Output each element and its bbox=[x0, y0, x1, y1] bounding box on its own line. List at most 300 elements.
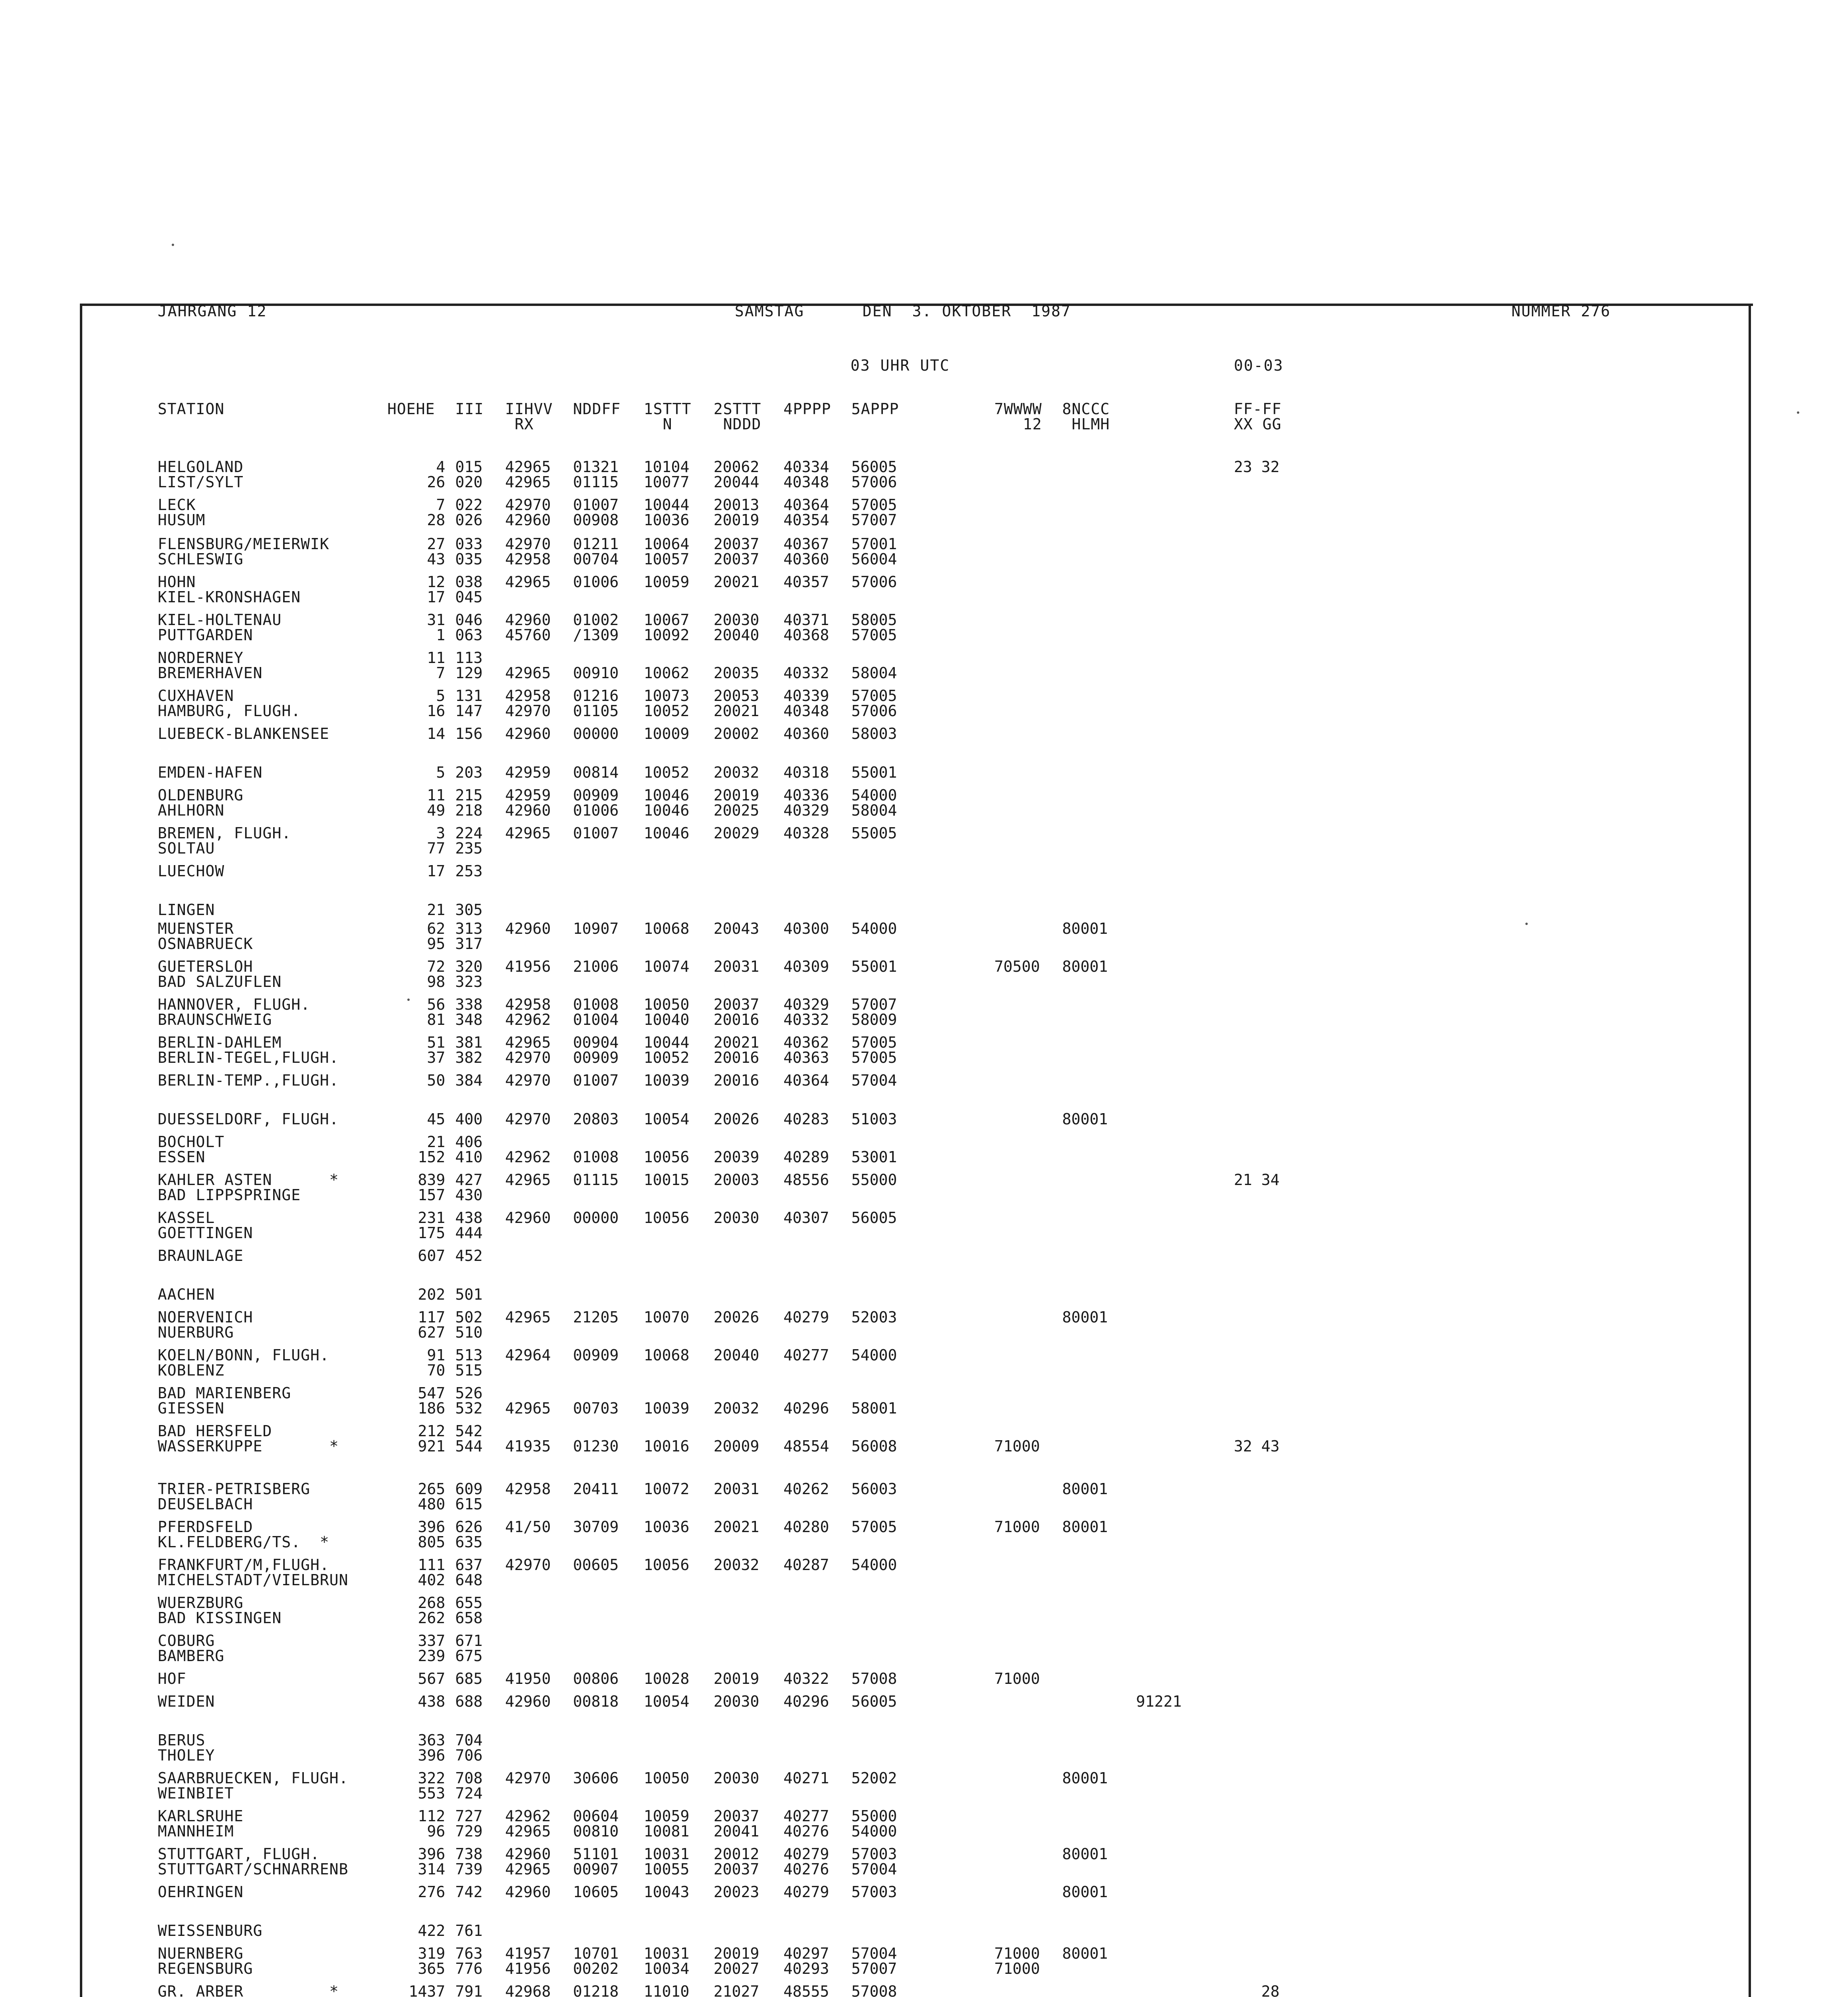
cell-c5: 40307 bbox=[783, 1209, 829, 1227]
cell-c2: 01007 bbox=[573, 496, 619, 514]
cell-c6: 57005 bbox=[851, 1034, 897, 1051]
cell-st: LUECHOW bbox=[158, 862, 225, 880]
cell-c1: 42962 bbox=[505, 1011, 551, 1028]
cell-c2: 01002 bbox=[573, 611, 619, 629]
date-label: DEN 3. OKTOBER 1987 bbox=[863, 302, 1071, 320]
cell-ho: 51 bbox=[427, 1034, 445, 1051]
cell-c4: 20039 bbox=[714, 1148, 759, 1166]
cell-ho: 7 bbox=[436, 664, 445, 682]
cell-ho: 96 bbox=[427, 1822, 445, 1840]
cell-st: HUSUM bbox=[158, 511, 206, 529]
cell-c5: 40287 bbox=[783, 1556, 829, 1574]
cell-c6: 57005 bbox=[851, 1518, 897, 1536]
cell-ii: 724 bbox=[455, 1785, 483, 1802]
cell-ho: 175 bbox=[418, 1224, 445, 1242]
cell-c4: 20037 bbox=[714, 1860, 759, 1878]
cell-ii: 655 bbox=[455, 1594, 483, 1612]
cell-c2: 20411 bbox=[573, 1480, 619, 1498]
cell-c4: 20012 bbox=[714, 1845, 759, 1863]
cell-st: WEIDEN bbox=[158, 1693, 215, 1710]
cell-st: HOHN bbox=[158, 573, 196, 591]
cell-ho: 363 bbox=[418, 1731, 445, 1749]
cell-c3: 10044 bbox=[644, 1034, 690, 1051]
cell-c10: 28 bbox=[1234, 1983, 1280, 1997]
cell-c6: 57001 bbox=[851, 535, 897, 553]
cell-c2: 01004 bbox=[573, 1011, 619, 1028]
cell-c3: 10036 bbox=[644, 511, 690, 529]
cell-ho: 319 bbox=[418, 1945, 445, 1962]
cell-ii: 438 bbox=[455, 1209, 483, 1227]
cell-c4: 20021 bbox=[714, 1034, 759, 1051]
cell-c7: 70500 bbox=[994, 958, 1040, 975]
cell-c8: 80001 bbox=[1062, 1945, 1108, 1962]
cell-c3: 10068 bbox=[644, 920, 690, 937]
cell-ho: 231 bbox=[418, 1209, 445, 1227]
cell-c3: 10068 bbox=[644, 1346, 690, 1364]
cell-c6: 58004 bbox=[851, 664, 897, 682]
cell-ii: 320 bbox=[455, 958, 483, 975]
cell-ho: 56 bbox=[427, 996, 445, 1013]
cell-c3: 10081 bbox=[644, 1822, 690, 1840]
cell-c5: 40276 bbox=[783, 1860, 829, 1878]
cell-st: WUERZBURG bbox=[158, 1594, 244, 1612]
cell-c7: 71000 bbox=[994, 1945, 1040, 1962]
cell-c5: 40279 bbox=[783, 1845, 829, 1863]
cell-c2: 00904 bbox=[573, 1034, 619, 1051]
cell-c4: 20032 bbox=[714, 1556, 759, 1574]
cell-ii: 510 bbox=[455, 1324, 483, 1341]
issue-number: NUMMER 276 bbox=[1511, 302, 1611, 320]
cell-ho: 77 bbox=[427, 840, 445, 857]
cell-c1: 42968 bbox=[505, 1983, 551, 1997]
cell-c3: 10054 bbox=[644, 1693, 690, 1710]
cell-c2: 10701 bbox=[573, 1945, 619, 1962]
cell-ii: 382 bbox=[455, 1049, 483, 1066]
cell-st: FLENSBURG/MEIERWIK bbox=[158, 535, 329, 553]
cell-ho: 265 bbox=[418, 1480, 445, 1498]
cell-ii: 338 bbox=[455, 996, 483, 1013]
cell-ii: 026 bbox=[455, 511, 483, 529]
col-2sttt: 2STTT NDDD bbox=[714, 400, 761, 433]
cell-st: AHLHORN bbox=[158, 802, 225, 819]
cell-ii: 063 bbox=[455, 626, 483, 644]
cell-c3: 10059 bbox=[644, 573, 690, 591]
cell-ho: 112 bbox=[418, 1807, 445, 1825]
cell-c2: 51101 bbox=[573, 1845, 619, 1863]
cell-ho: 17 bbox=[427, 588, 445, 606]
obs-time: 03 UHR UTC bbox=[851, 357, 950, 374]
cell-c8: 80001 bbox=[1062, 920, 1108, 937]
cell-c1: 42965 bbox=[505, 824, 551, 842]
cell-ii: 218 bbox=[455, 802, 483, 819]
cell-c1: 42965 bbox=[505, 573, 551, 591]
cell-c1: 42965 bbox=[505, 473, 551, 491]
cell-ho: 7 bbox=[436, 496, 445, 514]
cell-c10: 23 32 bbox=[1234, 458, 1280, 476]
cell-c1: 42970 bbox=[505, 1049, 551, 1066]
cell-c6: 57005 bbox=[851, 496, 897, 514]
cell-ho: 72 bbox=[427, 958, 445, 975]
cell-c2: 00909 bbox=[573, 1346, 619, 1364]
cell-c2: 00814 bbox=[573, 764, 619, 781]
cell-c1: 42960 bbox=[505, 511, 551, 529]
cell-c1: 41935 bbox=[505, 1437, 551, 1455]
cell-c10: 21 34 bbox=[1234, 1171, 1280, 1189]
cell-c4: 20013 bbox=[714, 496, 759, 514]
cell-c6: 52002 bbox=[851, 1769, 897, 1787]
cell-ii: 739 bbox=[455, 1860, 483, 1878]
cell-ho: 262 bbox=[418, 1609, 445, 1627]
cell-st: GOETTINGEN bbox=[158, 1224, 253, 1242]
cell-ho: 396 bbox=[418, 1747, 445, 1764]
cell-c2: 00000 bbox=[573, 1209, 619, 1227]
cell-c6: 56003 bbox=[851, 1480, 897, 1498]
cell-c1: 42958 bbox=[505, 687, 551, 705]
cell-ii: 708 bbox=[455, 1769, 483, 1787]
cell-c4: 20016 bbox=[714, 1049, 759, 1066]
cell-c1: 42960 bbox=[505, 920, 551, 937]
cell-ho: 438 bbox=[418, 1693, 445, 1710]
cell-c1: 42970 bbox=[505, 1110, 551, 1128]
cell-c6: 57006 bbox=[851, 702, 897, 720]
cell-c1: 42970 bbox=[505, 1769, 551, 1787]
cell-c8: 80001 bbox=[1062, 1110, 1108, 1128]
cell-c8: 80001 bbox=[1062, 1518, 1108, 1536]
cell-c2: /1309 bbox=[573, 626, 619, 644]
cell-c3: 10036 bbox=[644, 1518, 690, 1536]
cell-c1: 42965 bbox=[505, 458, 551, 476]
cell-c1: 42970 bbox=[505, 702, 551, 720]
cell-c6: 58004 bbox=[851, 802, 897, 819]
col-hoehe: HOEHE bbox=[387, 400, 435, 418]
cell-c4: 20043 bbox=[714, 920, 759, 937]
cell-ho: 547 bbox=[418, 1384, 445, 1402]
cell-ho: 202 bbox=[418, 1286, 445, 1303]
cell-c2: 01008 bbox=[573, 1148, 619, 1166]
weekday-label: SAMSTAG bbox=[735, 302, 805, 320]
cell-ii: 253 bbox=[455, 862, 483, 880]
cell-c6: 54000 bbox=[851, 1346, 897, 1364]
cell-c2: 30606 bbox=[573, 1769, 619, 1787]
cell-c6: 55001 bbox=[851, 764, 897, 781]
cell-st: HAMBURG, FLUGH. bbox=[158, 702, 301, 720]
cell-ho: 422 bbox=[418, 1922, 445, 1939]
cell-c5: 40289 bbox=[783, 1148, 829, 1166]
cell-ii: 671 bbox=[455, 1632, 483, 1650]
cell-c2: 00806 bbox=[573, 1670, 619, 1687]
cell-c3: 10056 bbox=[644, 1148, 690, 1166]
cell-c2: 01105 bbox=[573, 702, 619, 720]
cell-c3: 10031 bbox=[644, 1845, 690, 1863]
cell-st: LINGEN bbox=[158, 901, 215, 919]
cell-st: KARLSRUHE bbox=[158, 1807, 244, 1825]
cell-c5: 40293 bbox=[783, 1960, 829, 1977]
cell-c2: 00909 bbox=[573, 786, 619, 804]
cell-c4: 20044 bbox=[714, 473, 759, 491]
cell-c3: 11010 bbox=[644, 1983, 690, 1997]
cell-st: COBURG bbox=[158, 1632, 215, 1650]
cell-c4: 20040 bbox=[714, 1346, 759, 1364]
cell-c3: 10046 bbox=[644, 824, 690, 842]
cell-ii: 776 bbox=[455, 1960, 483, 1977]
cell-ii: 131 bbox=[455, 687, 483, 705]
cell-st: GR. ARBER * bbox=[158, 1983, 339, 1997]
cell-ii: 704 bbox=[455, 1731, 483, 1749]
cell-c1: 42960 bbox=[505, 1693, 551, 1710]
cell-c4: 20031 bbox=[714, 1480, 759, 1498]
cell-c1: 42962 bbox=[505, 1148, 551, 1166]
cell-c2: 01007 bbox=[573, 1072, 619, 1089]
cell-ho: 28 bbox=[427, 511, 445, 529]
cell-c3: 10070 bbox=[644, 1308, 690, 1326]
cell-c3: 10077 bbox=[644, 473, 690, 491]
cell-c3: 10050 bbox=[644, 996, 690, 1013]
cell-ii: 615 bbox=[455, 1495, 483, 1513]
cell-ii: 544 bbox=[455, 1437, 483, 1455]
cell-ho: 839 bbox=[418, 1171, 445, 1189]
cell-c5: 48556 bbox=[783, 1171, 829, 1189]
cell-st: OSNABRUECK bbox=[158, 935, 253, 953]
cell-st: REGENSBURG bbox=[158, 1960, 253, 1977]
cell-c1: 41957 bbox=[505, 1945, 551, 1962]
cell-st: KASSEL bbox=[158, 1209, 215, 1227]
cell-c5: 40296 bbox=[783, 1693, 829, 1710]
cell-c3: 10015 bbox=[644, 1171, 690, 1189]
col-1sttt: 1STTT N bbox=[644, 400, 692, 433]
cell-st: BRAUNSCHWEIG bbox=[158, 1011, 272, 1028]
cell-ii: 688 bbox=[455, 1693, 483, 1710]
cell-ho: 27 bbox=[427, 535, 445, 553]
cell-c2: 00605 bbox=[573, 1556, 619, 1574]
cell-ho: 62 bbox=[427, 920, 445, 937]
cell-ii: 791 bbox=[455, 1983, 483, 1997]
cell-c4: 20002 bbox=[714, 725, 759, 742]
col-ff: FF-FF XX GG bbox=[1234, 400, 1282, 433]
cell-st: HELGOLAND bbox=[158, 458, 244, 476]
cell-c1: 45760 bbox=[505, 626, 551, 644]
cell-c4: 20031 bbox=[714, 958, 759, 975]
cell-ii: 452 bbox=[455, 1247, 483, 1265]
cell-c8: 80001 bbox=[1062, 1883, 1108, 1901]
cell-ho: 276 bbox=[418, 1883, 445, 1901]
cell-c4: 20041 bbox=[714, 1822, 759, 1840]
cell-c4: 20030 bbox=[714, 1769, 759, 1787]
cell-ii: 129 bbox=[455, 664, 483, 682]
cell-c6: 58005 bbox=[851, 611, 897, 629]
cell-c2: 01216 bbox=[573, 687, 619, 705]
cell-ho: 31 bbox=[427, 611, 445, 629]
col-8nccc: 8NCCC HLMH bbox=[1062, 400, 1110, 433]
cell-st: BAD LIPPSPRINGE bbox=[158, 1186, 301, 1204]
cell-ho: 322 bbox=[418, 1769, 445, 1787]
cell-ii: 317 bbox=[455, 935, 483, 953]
cell-c7: 71000 bbox=[994, 1670, 1040, 1687]
cell-ii: 532 bbox=[455, 1399, 483, 1417]
cell-c1: 42962 bbox=[505, 1807, 551, 1825]
cell-ho: 91 bbox=[427, 1346, 445, 1364]
cell-c3: 10050 bbox=[644, 1769, 690, 1787]
col-5appp: 5APPP bbox=[851, 400, 899, 418]
cell-c4: 20026 bbox=[714, 1308, 759, 1326]
cell-c5: 40297 bbox=[783, 1945, 829, 1962]
cell-ho: 37 bbox=[427, 1049, 445, 1066]
cell-c4: 20019 bbox=[714, 1945, 759, 1962]
cell-c3: 10062 bbox=[644, 664, 690, 682]
cell-c7: 71000 bbox=[994, 1960, 1040, 1977]
cell-ii: 685 bbox=[455, 1670, 483, 1687]
cell-c5: 40368 bbox=[783, 626, 829, 644]
cell-c2: 01211 bbox=[573, 535, 619, 553]
cell-ho: 26 bbox=[427, 473, 445, 491]
cell-c2: 00604 bbox=[573, 1807, 619, 1825]
cell-ii: 015 bbox=[455, 458, 483, 476]
cell-c8: 80001 bbox=[1062, 1845, 1108, 1863]
cell-ho: 268 bbox=[418, 1594, 445, 1612]
cell-st: MUENSTER bbox=[158, 920, 234, 937]
cell-ii: 305 bbox=[455, 901, 483, 919]
cell-c4: 20016 bbox=[714, 1072, 759, 1089]
cell-ii: 626 bbox=[455, 1518, 483, 1536]
cell-ho: 12 bbox=[427, 573, 445, 591]
cell-st: MANNHEIM bbox=[158, 1822, 234, 1840]
cell-c4: 20030 bbox=[714, 611, 759, 629]
cell-ii: 235 bbox=[455, 840, 483, 857]
cell-c5: 40332 bbox=[783, 1011, 829, 1028]
cell-c3: 10046 bbox=[644, 802, 690, 819]
cell-c2: 10907 bbox=[573, 920, 619, 937]
cell-st: ESSEN bbox=[158, 1148, 206, 1166]
cell-c3: 10039 bbox=[644, 1072, 690, 1089]
cell-c1: 42970 bbox=[505, 535, 551, 553]
cell-ho: 4 bbox=[436, 458, 445, 476]
cell-c6: 54000 bbox=[851, 920, 897, 937]
cell-st: SAARBRUECKEN, FLUGH. bbox=[158, 1769, 349, 1787]
cell-c5: 40360 bbox=[783, 725, 829, 742]
cell-ii: 675 bbox=[455, 1647, 483, 1665]
cell-c2: 01006 bbox=[573, 802, 619, 819]
cell-c6: 56008 bbox=[851, 1437, 897, 1455]
cell-ho: 921 bbox=[418, 1437, 445, 1455]
cell-c10: 32 43 bbox=[1234, 1437, 1280, 1455]
cell-c6: 51003 bbox=[851, 1110, 897, 1128]
cell-ii: 348 bbox=[455, 1011, 483, 1028]
cell-st: EMDEN-HAFEN bbox=[158, 764, 263, 781]
cell-ii: 020 bbox=[455, 473, 483, 491]
cell-ii: 444 bbox=[455, 1224, 483, 1242]
cell-c2: 00704 bbox=[573, 550, 619, 568]
cell-c1: 42958 bbox=[505, 996, 551, 1013]
cell-c2: 01006 bbox=[573, 573, 619, 591]
cell-st: TRIER-PETRISBERG bbox=[158, 1480, 311, 1498]
cell-c5: 40339 bbox=[783, 687, 829, 705]
cell-st: BAD SALZUFLEN bbox=[158, 973, 282, 991]
cell-ho: 50 bbox=[427, 1072, 445, 1089]
cell-c3: 10074 bbox=[644, 958, 690, 975]
cell-ii: 658 bbox=[455, 1609, 483, 1627]
cell-c2: 01115 bbox=[573, 1171, 619, 1189]
cell-st: OEHRINGEN bbox=[158, 1883, 244, 1901]
cell-ii: 113 bbox=[455, 649, 483, 667]
cell-ii: 526 bbox=[455, 1384, 483, 1402]
cell-c4: 20037 bbox=[714, 535, 759, 553]
scan-speck bbox=[1525, 923, 1528, 925]
cell-ho: 314 bbox=[418, 1860, 445, 1878]
cell-c3: 10104 bbox=[644, 458, 690, 476]
cell-st: BREMEN, FLUGH. bbox=[158, 824, 291, 842]
cell-c2: 00907 bbox=[573, 1860, 619, 1878]
cell-ii: 430 bbox=[455, 1186, 483, 1204]
cell-c4: 20019 bbox=[714, 786, 759, 804]
cell-c5: 40362 bbox=[783, 1034, 829, 1051]
cell-ii: 400 bbox=[455, 1110, 483, 1128]
cell-c6: 58001 bbox=[851, 1399, 897, 1417]
cell-st: HANNOVER, FLUGH. bbox=[158, 996, 311, 1013]
cell-ho: 1437 bbox=[408, 1983, 445, 1997]
cell-st: GUETERSLOH bbox=[158, 958, 253, 975]
cell-st: BAD MARIENBERG bbox=[158, 1384, 291, 1402]
cell-ho: 212 bbox=[418, 1422, 445, 1440]
scan-speck bbox=[172, 244, 174, 246]
cell-st: MICHELSTADT/VIELBRUN bbox=[158, 1571, 349, 1589]
volume-label: JAHRGANG 12 bbox=[158, 302, 267, 320]
cell-c1: 42960 bbox=[505, 611, 551, 629]
cell-c4: 20030 bbox=[714, 1209, 759, 1227]
cell-c1: 42959 bbox=[505, 786, 551, 804]
scan-speck bbox=[407, 998, 410, 1001]
cell-ii: 323 bbox=[455, 973, 483, 991]
cell-c5: 40364 bbox=[783, 1072, 829, 1089]
cell-c5: 40329 bbox=[783, 996, 829, 1013]
cell-c3: 10009 bbox=[644, 725, 690, 742]
cell-c5: 40322 bbox=[783, 1670, 829, 1687]
cell-c6: 55000 bbox=[851, 1807, 897, 1825]
cell-c1: 41956 bbox=[505, 958, 551, 975]
cell-ho: 5 bbox=[436, 687, 445, 705]
col-nddff: NDDFF bbox=[573, 400, 621, 418]
cell-st: NORDERNEY bbox=[158, 649, 244, 667]
cell-ho: 21 bbox=[427, 1133, 445, 1151]
cell-c3: 10057 bbox=[644, 550, 690, 568]
cell-c3: 10056 bbox=[644, 1209, 690, 1227]
cell-c2: 00909 bbox=[573, 1049, 619, 1066]
cell-c3: 10039 bbox=[644, 1399, 690, 1417]
cell-c5: 40334 bbox=[783, 458, 829, 476]
scan-speck bbox=[1797, 411, 1799, 414]
cell-ho: 567 bbox=[418, 1670, 445, 1687]
cell-c1: 41956 bbox=[505, 1960, 551, 1977]
cell-ii: 156 bbox=[455, 725, 483, 742]
cell-c6: 52003 bbox=[851, 1308, 897, 1326]
cell-c4: 20029 bbox=[714, 824, 759, 842]
cell-c3: 10046 bbox=[644, 786, 690, 804]
cell-ii: 033 bbox=[455, 535, 483, 553]
cell-st: LIST/SYLT bbox=[158, 473, 244, 491]
cell-c2: 00202 bbox=[573, 1960, 619, 1977]
cell-st: DEUSELBACH bbox=[158, 1495, 253, 1513]
cell-c6: 55000 bbox=[851, 1171, 897, 1189]
cell-st: NUERNBERG bbox=[158, 1945, 244, 1962]
cell-ii: 513 bbox=[455, 1346, 483, 1364]
cell-c4: 20021 bbox=[714, 702, 759, 720]
cell-c6: 57006 bbox=[851, 573, 897, 591]
cell-c1: 42958 bbox=[505, 550, 551, 568]
cell-c6: 57005 bbox=[851, 687, 897, 705]
cell-c3: 10028 bbox=[644, 1670, 690, 1687]
cell-ho: 607 bbox=[418, 1247, 445, 1265]
cell-ho: 117 bbox=[418, 1308, 445, 1326]
cell-st: SOLTAU bbox=[158, 840, 215, 857]
cell-ii: 313 bbox=[455, 920, 483, 937]
